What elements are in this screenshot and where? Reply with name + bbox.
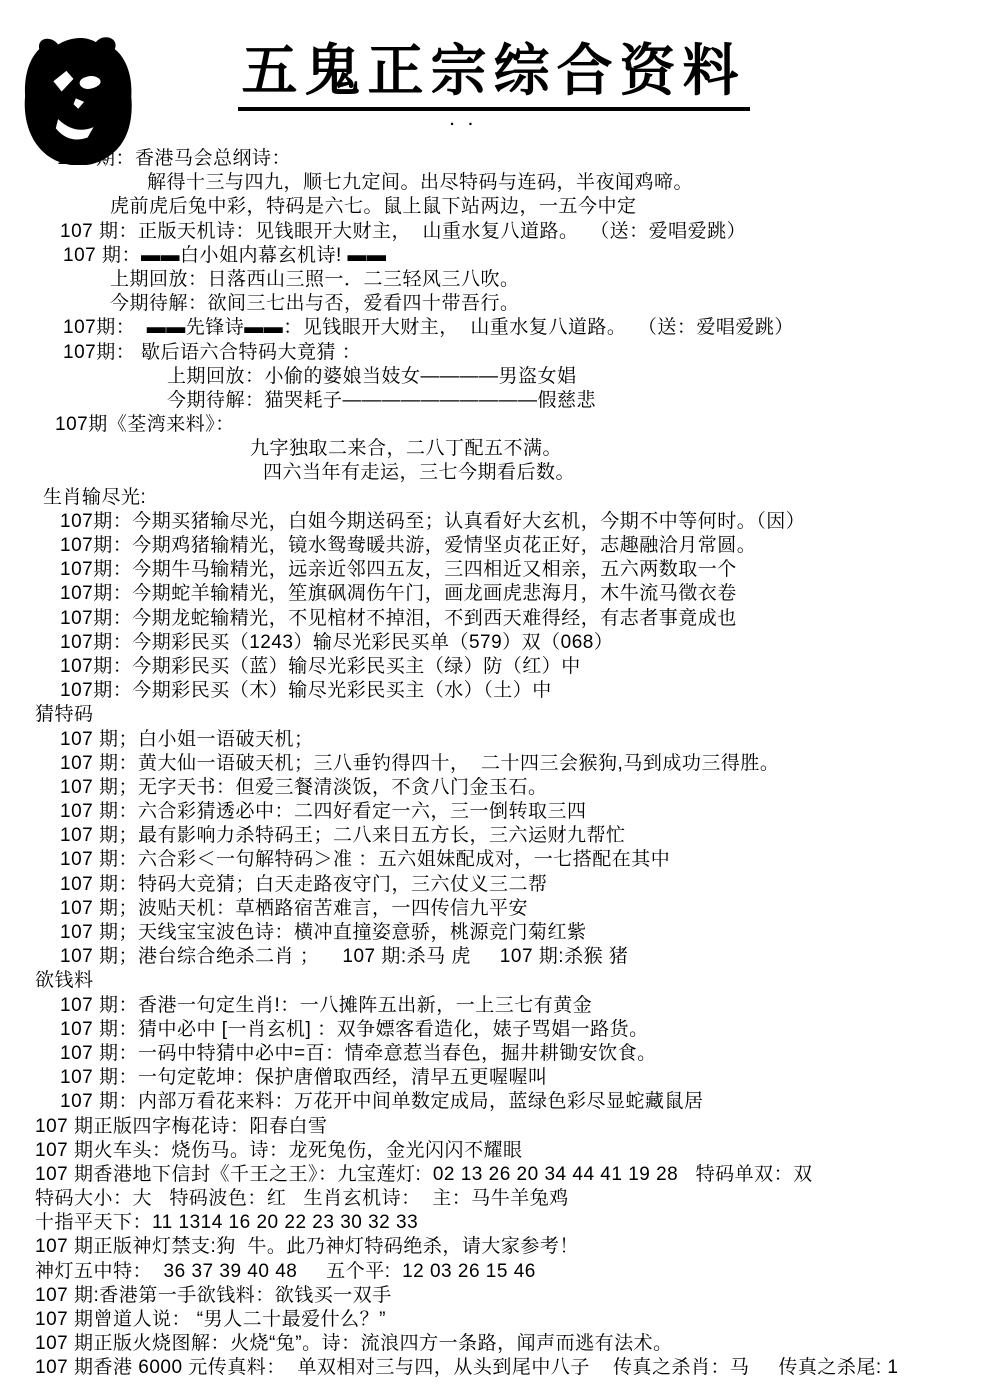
text-line: 107 期；天线宝宝波色诗：横冲直撞姿意骄，桃源竞门菊红紫 — [60, 922, 587, 943]
text-line: 107期：今期蛇羊输精光，笙旗砜凋伤午门，画龙画虎悲海月，木牛流马徵衣卷 — [60, 583, 737, 605]
text-line: 107 期：猜中必中 [一肖玄机] ：双争嫖客看造化，婊子骂娼一路货。 — [60, 1018, 649, 1040]
text-line: 今期待解：欲间三七出与否，爱看四十带吾行。 — [110, 293, 520, 315]
content-lines — [35, 147, 987, 1381]
text-line: 今期待解：猫哭耗子——————————假慈悲 — [167, 389, 597, 411]
text-line: 107 期；港台综合绝杀二肖 ； 107 期:杀马 虎 107 期:杀猴 猪 — [60, 946, 629, 968]
text-line: 107期《荃湾来料》： — [55, 414, 235, 436]
text-line: 107期：今期彩民买（1243）输尽光彩民买单（579）双（068） — [60, 631, 614, 653]
text-line: 上期回放：日落西山三照一．二三轻风三八吹。 — [110, 268, 520, 290]
text-line: 107 期：一码中特猜中必中=百：情牵意惹当春色，掘井耕锄安饮食。 — [60, 1042, 657, 1064]
text-line: 107期：今期牛马输精光，远亲近邻四五友，三四相近又相亲，五六两数取一个 — [60, 559, 737, 581]
page-title: 五鬼正宗综合资料 — [238, 42, 750, 111]
text-line: 107 期：▬▬白小姐内幕玄机诗! ▬▬ — [63, 244, 387, 266]
text-line: 107期：今期龙蛇输精光，不见棺材不掉泪，不到西天难得经，有志者事竟成也 — [60, 607, 737, 629]
text-line: 107 期正版火烧图解：火烧“兔”。诗：流浪四方一条路，闻声而逃有法术。 — [35, 1333, 673, 1355]
text-line: 107期： 歇后语六合特码大竟猜 ： — [63, 341, 362, 363]
text-line: 107 期：特码大竞猜；白天走路夜守门，三六仗义三二帮 — [60, 873, 548, 895]
text-line: 十指平天下：11 1314 16 20 22 23 30 32 33 — [35, 1212, 419, 1234]
text-line: 107 期：香港马会总纲诗： — [57, 148, 291, 169]
text-line: 107 期；波贴天机：草栖路宿苦难言，一四传信九平安 — [60, 897, 528, 919]
text-line: 107 期火车头：烧伤马。诗：龙死兔伤，金光闪闪不耀眼 — [35, 1139, 523, 1161]
text-line: 107 期正版神灯禁支:狗 牛。此乃神灯特码绝杀，请大家参考！ — [35, 1236, 579, 1258]
text-line: 107 期：香港一句定生肖!：一八摊阵五出新，一上三七有黄金 — [60, 994, 593, 1016]
text-line: 107 期：黄大仙一语破天机；三八垂钓得四十， 二十四三会猴狗,马到成功三得胜。 — [60, 752, 780, 774]
text-line: 107期：今期鸡猪输精光，镜水鸳鸯暖共游，爱情坚贞花正好，志趣融洽月常圆。 — [60, 535, 757, 556]
text-line: 107 期正版四字梅花诗：阳春白雪 — [35, 1115, 328, 1137]
text-line: 107 期；无字天书：但爱三餐清淡饭，不贪八门金玉石。 — [60, 776, 548, 798]
text-line: 107期： ▬▬先锋诗▬▬：见钱眼开大财主， 山重水复八道路。 （送：爱唱爱跳） — [63, 317, 794, 339]
title-dots: . . — [450, 112, 478, 129]
text-line: 四六当年有走运，三七今期看后数。 — [263, 462, 576, 484]
text-line: 107 期:香港第一手欲钱料：欲钱买一双手 — [35, 1284, 392, 1306]
text-line: 107 期香港 6000 元传真料： 单双相对三与四，从头到尾中八子 传真之杀肖：马 传真之杀尾: 1 — [35, 1357, 899, 1379]
text-line: 107 期；白小姐一语破天机； — [60, 728, 314, 750]
text-line: 107 期：正版天机诗：见钱眼开大财主， 山重水复八道路。 （送：爱唱爱跳） — [60, 220, 747, 242]
document-header — [0, 0, 987, 148]
title-wrap — [0, 42, 987, 111]
text-line: 虎前虎后兔中彩，特码是六七。鼠上鼠下站两边，一五今中定 — [110, 196, 637, 218]
text-line: 九字独取二来合，二八丁配五不满。 — [250, 438, 563, 460]
text-line: 107 期曾道人说： “男人二十最爱什么？” — [35, 1309, 386, 1330]
text-line: 解得十三与四九，顺七九定间。出尽特码与连码，半夜闻鸡啼。 — [147, 172, 694, 194]
text-line: 欲钱料 — [35, 970, 94, 992]
text-line: 107 期：六合彩猜透必中：二四好看定一六，三一倒转取三四 — [60, 801, 587, 823]
text-line: 上期回放：小偷的婆娘当妓女————男盗女娼 — [167, 365, 577, 387]
text-line: 107期：今期彩民买（木）输尽光彩民买主（水）（土）中 — [60, 680, 552, 702]
text-line: 神灯五中特： 36 37 39 40 48 五个平: 12 03 26 15 46 — [35, 1260, 536, 1282]
text-line: 107 期：六合彩＜一句解特码＞准 ：五六姐妹配成对，一七搭配在其中 — [60, 849, 671, 871]
text-line: 107 期；最有影响力杀特码王；二八来日五方长，三六运财九帮忙 — [60, 825, 626, 847]
text-line: 107 期：内部万看花来料：万花开中间单数定成局，蓝绿色彩尽显蛇藏鼠居 — [60, 1091, 704, 1113]
text-line: 107 期香港地下信封《千王之王》：九宝莲灯: 02 13 26 20 34 44 41 19 28 特码单双：双 — [35, 1163, 813, 1185]
text-line: 107 期：一句定乾坤：保护唐僧取西经，清早五更喔喔叫 — [60, 1067, 548, 1089]
text-line: 生肖输尽光: — [43, 486, 147, 508]
text-line: 107期：今期彩民买（蓝）输尽光彩民买主（绿）防（红）中 — [60, 655, 581, 677]
text-line: 猜特码 — [35, 704, 94, 726]
text-line: 107期：今期买猪输尽光，白姐今期送码至；认真看好大玄机，今期不中等何时。（因） — [60, 510, 806, 532]
text-line: 特码大小：大 特码波色：红 生肖玄机诗： 主：马牛羊兔鸡 — [35, 1188, 569, 1210]
